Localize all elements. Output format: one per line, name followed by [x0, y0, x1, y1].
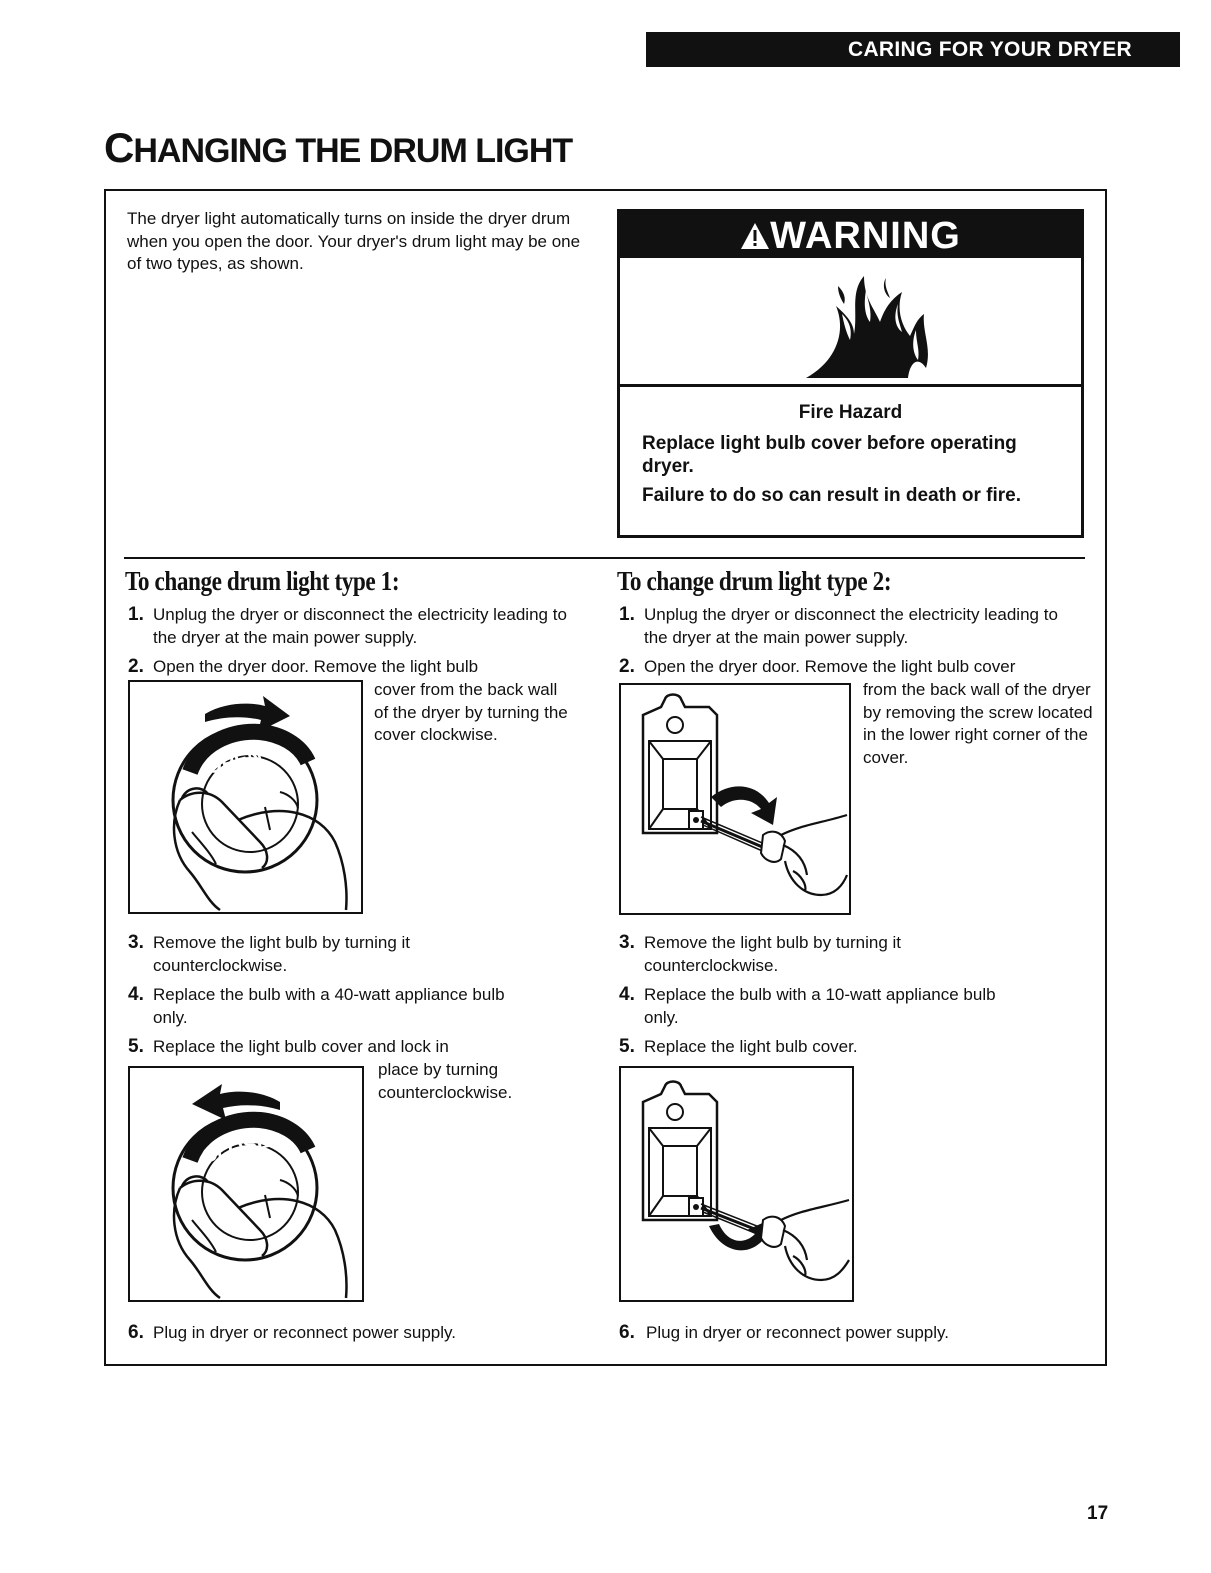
step-number: 5. [619, 1036, 635, 1057]
step-text: Remove the light bulb by turning it counterclockwise. [153, 933, 411, 975]
warning-box [617, 209, 1084, 538]
step-number: 4. [619, 984, 635, 1005]
warning-header-text: WARNING [770, 215, 961, 257]
replace-cover-illustration [619, 1066, 854, 1302]
warning-text-2: Failure to do so can result in death or fire. [642, 485, 1022, 506]
step-text: Replace the bulb with a 10-watt appliance bulb only. [644, 985, 996, 1027]
warning-text-1: Replace light bulb cover before operating dryer. [642, 433, 1017, 477]
step-text: Replace the light bulb cover and lock in [153, 1037, 449, 1056]
type2-step-2-cont: from the back wall of the dryer by removing the screw located in the lower right corner of the cover. [863, 680, 1093, 767]
step-number: 2. [619, 656, 635, 677]
type2-step-2 [619, 656, 1094, 679]
step-number: 1. [128, 604, 144, 625]
section-tab: CARING FOR YOUR DRYER [646, 32, 1180, 67]
type1-step-1 [128, 604, 578, 649]
type1-step-6 [128, 1322, 578, 1345]
step-number: 4. [128, 984, 144, 1005]
step-number: 1. [619, 604, 635, 625]
step-text: Unplug the dryer or disconnect the electricity leading to the dryer at the main power supply. [153, 605, 567, 647]
remove-screw-illustration [619, 683, 851, 915]
type2-heading: To change drum light type 2: [617, 566, 892, 596]
type1-step-2-cont: cover from the back wall of the dryer by turning the cover clockwise. [374, 680, 568, 744]
step-text: Plug in dryer or reconnect power supply. [153, 1323, 457, 1342]
step-number: 2. [128, 656, 144, 677]
close-label: CLOSE [199, 1129, 273, 1168]
step-number: 3. [128, 932, 144, 953]
open-label: OPEN [203, 743, 265, 779]
type2-step-6 [619, 1322, 1069, 1345]
intro-text: The dryer light automatically turns on inside the dryer drum when you open the door. Your dryer's drum light may be one of two types, as shown. [127, 209, 581, 273]
close-cover-illustration [128, 1066, 364, 1302]
step-text: Open the dryer door. Remove the light bulb [153, 657, 479, 676]
step-text: Remove the light bulb by turning it counterclockwise. [644, 933, 902, 975]
step-number: 6. [619, 1322, 635, 1343]
step-number: 3. [619, 932, 635, 953]
page-title [104, 124, 573, 171]
type1-step-5-cont: place by turning counterclockwise. [378, 1060, 513, 1102]
type1-heading: To change drum light type 1: [125, 566, 400, 596]
type1-step-3 [128, 932, 578, 977]
step-text: Unplug the dryer or disconnect the electricity leading to the dryer at the main power supply. [644, 605, 1058, 647]
type2-step-1 [619, 604, 1069, 649]
step-text: Replace the bulb with a 40-watt appliance bulb only. [153, 985, 505, 1027]
type1-step-5 [128, 1036, 578, 1059]
warning-triangle-icon [740, 214, 770, 262]
type1-step-4 [128, 984, 578, 1029]
open-cover-illustration [128, 680, 363, 914]
type1-step-2 [128, 656, 578, 679]
fire-icon [798, 270, 938, 385]
type2-step-4 [619, 984, 1069, 1029]
warning-header [620, 212, 1081, 258]
hazard-title: Fire Hazard [798, 402, 903, 423]
step-text: Open the dryer door. Remove the light bulb cover [644, 657, 1016, 676]
page-title-initial: C [104, 124, 134, 171]
step-number: 6. [128, 1322, 144, 1343]
page-number: 17 [1087, 1503, 1109, 1524]
type2-step-5 [619, 1036, 1069, 1059]
step-text: Plug in dryer or reconnect power supply. [646, 1323, 950, 1342]
section-divider [124, 557, 1085, 559]
page-title-rest: HANGING THE DRUM LIGHT [133, 132, 573, 170]
type2-step-3 [619, 932, 1069, 977]
step-text: Replace the light bulb cover. [644, 1037, 858, 1056]
step-number: 5. [128, 1036, 144, 1057]
warning-divider [620, 384, 1081, 387]
